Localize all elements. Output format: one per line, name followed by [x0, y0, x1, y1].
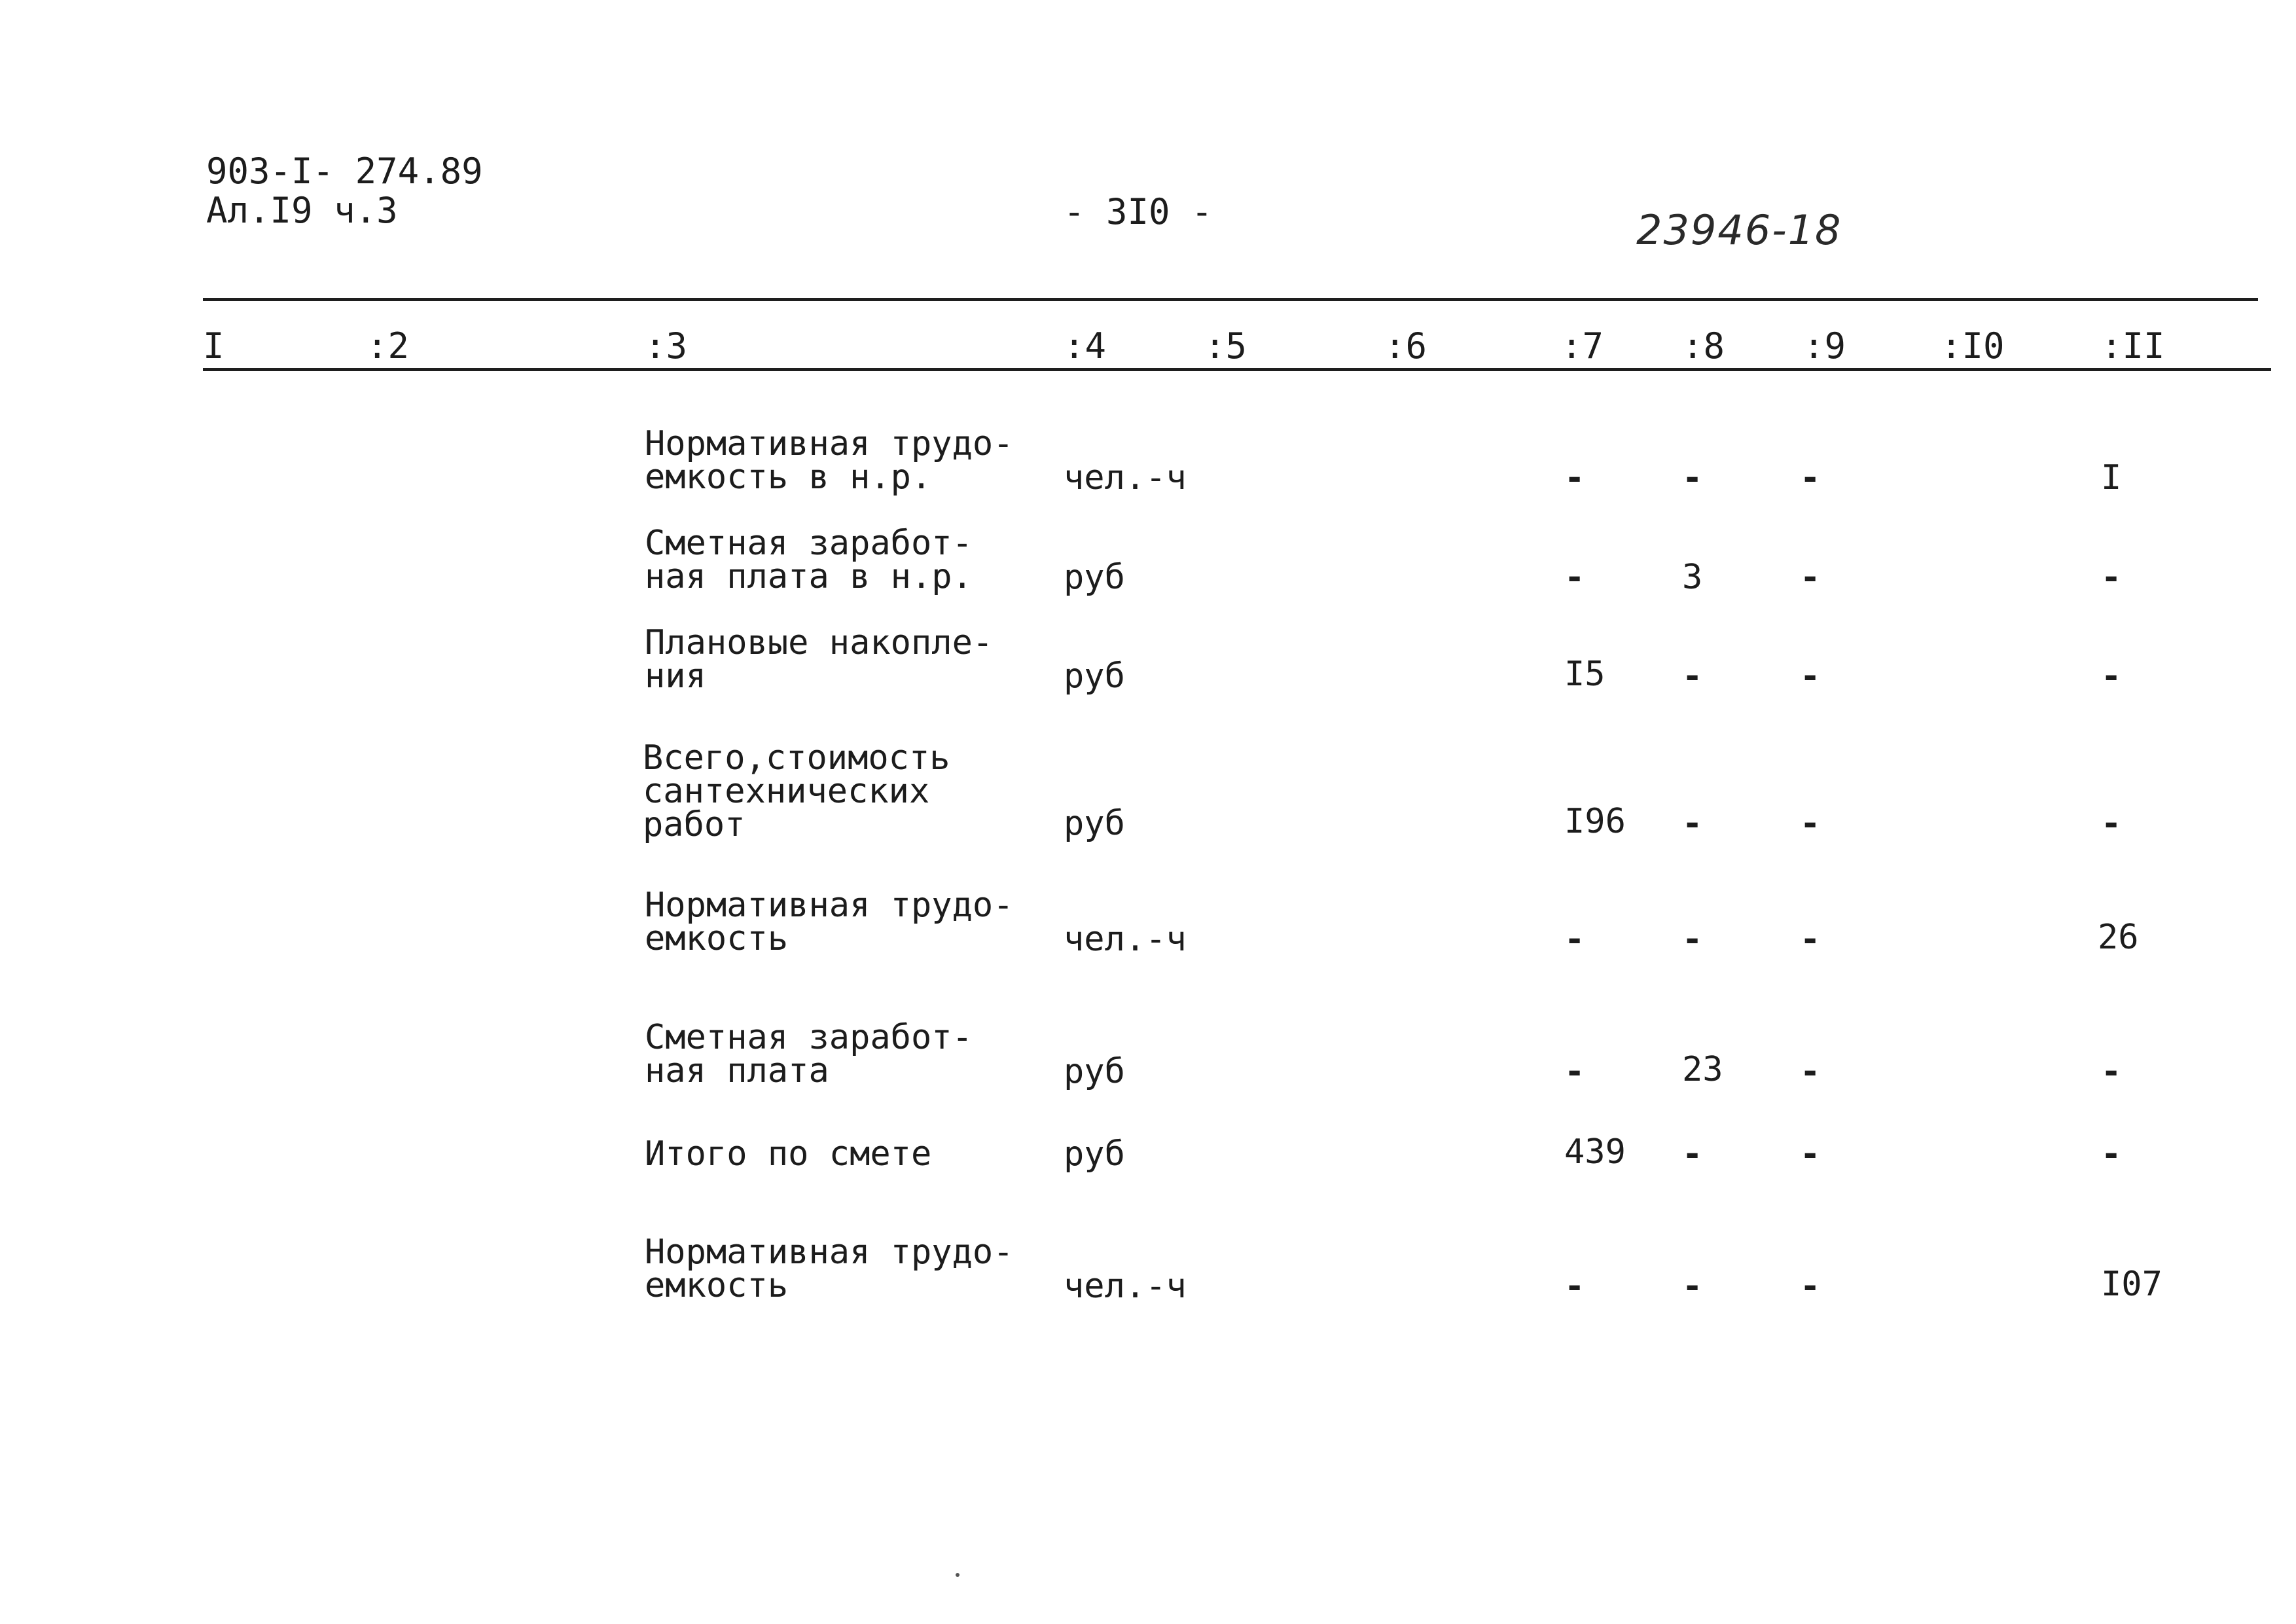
col7-value: I5	[1564, 655, 1605, 694]
column-header-4: :4	[1064, 325, 1107, 367]
col11-value: 26	[2098, 918, 2139, 957]
row-unit: чел.-ч	[1064, 1267, 1187, 1306]
row-unit: чел.-ч	[1064, 458, 1187, 497]
col8-value: -	[1682, 1134, 1703, 1174]
row-unit: руб	[1064, 1052, 1125, 1091]
row-unit: руб	[1064, 558, 1125, 597]
page-number: - 3I0 -	[1064, 191, 1213, 232]
column-header-9: :9	[1803, 325, 1846, 367]
col8-value: 3	[1682, 558, 1703, 597]
col11-value: -	[2101, 804, 2122, 843]
row-description: Итого по смете	[645, 1134, 932, 1174]
table-header-rule	[203, 368, 2271, 371]
row-unit: руб	[1064, 804, 1125, 843]
col9-value: -	[1800, 920, 1821, 959]
column-header-2: :2	[367, 325, 410, 367]
row-description: Сметная заработ- ная плата в н.р.	[645, 524, 973, 596]
document-number: 23946-18	[1636, 206, 1842, 254]
column-header-5: :5	[1204, 325, 1247, 367]
column-header-7: :7	[1561, 325, 1604, 367]
column-header-11: :II	[2101, 325, 2165, 367]
col7-value: I96	[1564, 802, 1626, 841]
row-unit: чел.-ч	[1064, 920, 1187, 959]
col9-value: -	[1800, 458, 1821, 497]
col7-value: -	[1564, 1052, 1585, 1091]
col11-value: I07	[2101, 1265, 2162, 1304]
column-header-3: :3	[645, 325, 688, 367]
col8-value: -	[1682, 804, 1703, 843]
col7-value: -	[1564, 1267, 1585, 1306]
scan-speck	[956, 1573, 960, 1577]
col8-value: -	[1682, 458, 1703, 497]
row-description: Сметная заработ- ная плата	[645, 1018, 973, 1091]
col11-value: -	[2101, 558, 2122, 597]
col7-value: -	[1564, 558, 1585, 597]
col11-value: I	[2101, 458, 2122, 497]
row-description: Нормативная трудо- емкость в н.р.	[645, 424, 1014, 497]
designation-code: 903-I- 274.89	[206, 151, 483, 192]
col11-value: -	[2101, 657, 2122, 696]
col11-value: -	[2101, 1052, 2122, 1091]
column-header-10: :I0	[1941, 325, 2005, 367]
col9-value: -	[1800, 558, 1821, 597]
row-unit: руб	[1064, 1134, 1125, 1174]
column-header-6: :6	[1384, 325, 1427, 367]
row-unit: руб	[1064, 657, 1125, 696]
col8-value: 23	[1682, 1050, 1723, 1089]
col11-value: -	[2101, 1134, 2122, 1174]
col7-value: -	[1564, 920, 1585, 959]
col7-value: -	[1564, 458, 1585, 497]
col9-value: -	[1800, 1267, 1821, 1306]
column-header-1: I	[203, 325, 224, 367]
col9-value: -	[1800, 657, 1821, 696]
col9-value: -	[1800, 1052, 1821, 1091]
album-part-label: Ал.I9 ч.3	[206, 190, 398, 231]
row-description: Всего,стоимость сантехнических работ	[643, 738, 950, 844]
col8-value: -	[1682, 920, 1703, 959]
col8-value: -	[1682, 1267, 1703, 1306]
col9-value: -	[1800, 804, 1821, 843]
row-description: Плановые накопле- ния	[645, 623, 994, 696]
col7-value: 439	[1564, 1132, 1626, 1172]
row-description: Нормативная трудо- емкость	[645, 1233, 1014, 1305]
col9-value: -	[1800, 1134, 1821, 1174]
column-header-8: :8	[1682, 325, 1725, 367]
table-top-rule	[203, 298, 2258, 301]
row-description: Нормативная трудо- емкость	[645, 886, 1014, 958]
col8-value: -	[1682, 657, 1703, 696]
